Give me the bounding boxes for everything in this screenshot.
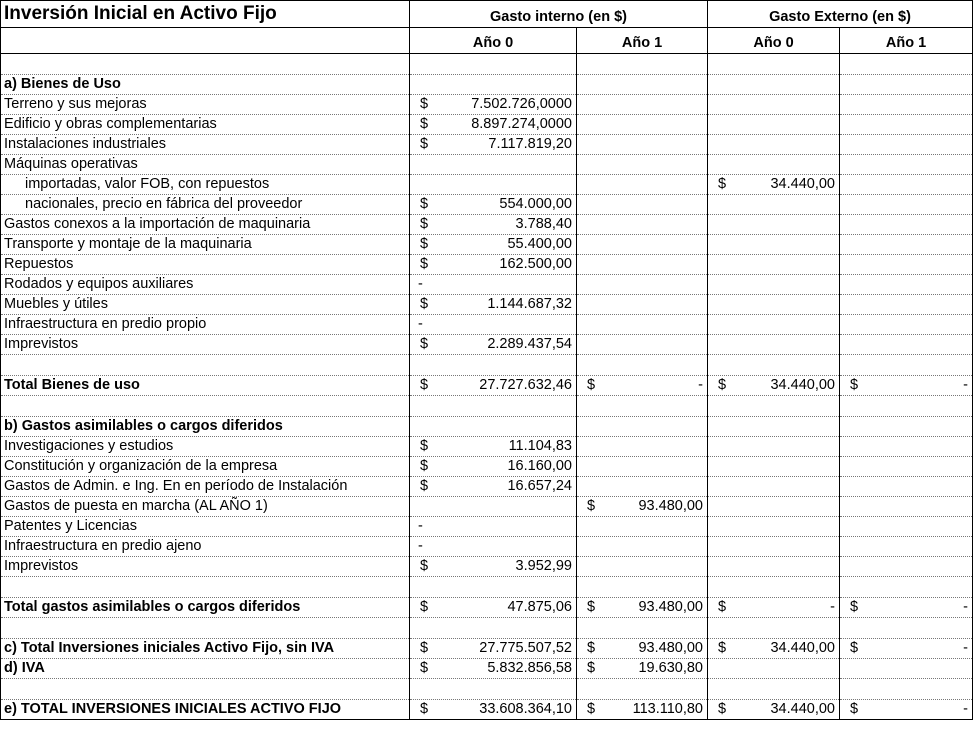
value-cell-int0[interactable] [410, 215, 577, 235]
currency-symbol: $ [420, 236, 429, 252]
cell[interactable] [410, 355, 577, 376]
currency-symbol: $ [420, 438, 429, 454]
label-cell[interactable]: Rodados y equipos auxiliares [1, 275, 410, 295]
value-cell-int0[interactable] [410, 295, 577, 315]
cell[interactable] [577, 437, 708, 457]
cell[interactable] [708, 577, 840, 598]
table-row [1, 215, 973, 235]
label-cell[interactable]: Imprevistos [1, 335, 410, 355]
cell[interactable] [577, 54, 708, 75]
amount: 47.875,06 [507, 599, 572, 615]
cell[interactable] [840, 155, 973, 175]
total-row-e [1, 700, 973, 720]
cell[interactable] [840, 679, 973, 700]
value-cell-int0[interactable] [410, 659, 577, 679]
amount: 34.440,00 [770, 640, 835, 656]
dash: - [963, 701, 968, 717]
cell[interactable] [410, 577, 577, 598]
cell[interactable] [840, 537, 973, 557]
table-row [1, 95, 973, 115]
amount: 93.480,00 [638, 599, 703, 615]
cell[interactable] [708, 457, 840, 477]
cell[interactable] [577, 335, 708, 355]
cell[interactable] [708, 335, 840, 355]
cell[interactable] [840, 497, 973, 517]
amount: 34.440,00 [770, 176, 835, 192]
cell[interactable] [1, 396, 410, 417]
cell[interactable] [840, 115, 973, 135]
currency-symbol: $ [420, 558, 429, 574]
blank-row [1, 54, 973, 75]
table-row [1, 537, 973, 557]
currency-symbol: $ [420, 599, 429, 615]
table-row [1, 195, 973, 215]
gasto-externo-header[interactable]: Gasto Externo (en $) [708, 1, 973, 28]
cell[interactable] [708, 497, 840, 517]
value-cell-int0[interactable] [410, 115, 577, 135]
label-cell[interactable]: Total gastos asimilables o cargos diferidos [1, 598, 410, 618]
value-cell-int1[interactable] [577, 700, 708, 720]
cell[interactable] [577, 295, 708, 315]
currency-symbol: $ [420, 377, 429, 393]
section-header-bienes [1, 75, 973, 95]
year0-externo-header[interactable]: Año 0 [708, 28, 840, 54]
blank-row [1, 618, 973, 639]
cell[interactable] [577, 135, 708, 155]
cell[interactable] [840, 195, 973, 215]
amount: 7.502.726,0000 [471, 96, 572, 112]
cell[interactable] [577, 175, 708, 195]
amount: 34.440,00 [770, 377, 835, 393]
value-cell-int0[interactable] [410, 376, 577, 396]
currency-symbol: $ [420, 216, 429, 232]
cell[interactable] [577, 235, 708, 255]
cell[interactable] [708, 275, 840, 295]
cell[interactable] [577, 477, 708, 497]
amount: 27.727.632,46 [479, 377, 572, 393]
cell[interactable] [577, 155, 708, 175]
cell[interactable] [840, 315, 973, 335]
value-cell-int0[interactable] [410, 598, 577, 618]
label-cell[interactable]: Gastos de Admin. e Ing. En en período de Instalación [1, 477, 410, 497]
amount: 55.400,00 [507, 236, 572, 252]
value-cell-int0[interactable] [410, 235, 577, 255]
cell[interactable] [1, 679, 410, 700]
currency-symbol: $ [587, 377, 596, 393]
cell[interactable] [410, 497, 577, 517]
currency-symbol: $ [587, 640, 596, 656]
cell[interactable] [840, 215, 973, 235]
label-cell[interactable]: Terreno y sus mejoras [1, 95, 410, 115]
label-cell[interactable]: Muebles y útiles [1, 295, 410, 315]
cell[interactable] [410, 679, 577, 700]
label-cell[interactable]: Infraestructura en predio ajeno [1, 537, 410, 557]
label-cell[interactable]: Investigaciones y estudios [1, 437, 410, 457]
cell[interactable] [577, 417, 708, 437]
value-cell-ext0[interactable] [708, 639, 840, 659]
value-cell-int1[interactable] [577, 639, 708, 659]
cell[interactable] [708, 215, 840, 235]
blank-row [1, 577, 973, 598]
currency-symbol: $ [850, 640, 859, 656]
cell[interactable] [577, 255, 708, 275]
cell[interactable] [840, 396, 973, 417]
cell[interactable] [708, 155, 840, 175]
label-cell[interactable]: Instalaciones industriales [1, 135, 410, 155]
dash: - [963, 377, 968, 393]
value-cell-int1[interactable] [577, 659, 708, 679]
currency-symbol: $ [420, 196, 429, 212]
year0-interno-header[interactable]: Año 0 [410, 28, 577, 54]
cell[interactable] [577, 537, 708, 557]
label-cell[interactable]: importadas, valor FOB, con repuestos [1, 175, 410, 195]
cell[interactable] [840, 477, 973, 497]
currency-symbol: $ [587, 701, 596, 717]
value-cell-ext0[interactable] [708, 598, 840, 618]
cell[interactable] [840, 135, 973, 155]
total-row-gastos [1, 598, 973, 618]
currency-symbol: $ [587, 599, 596, 615]
table-row [1, 135, 973, 155]
value-cell-ext1[interactable] [840, 700, 973, 720]
currency-symbol: $ [718, 377, 727, 393]
table-row [1, 295, 973, 315]
blank-row [1, 355, 973, 376]
cell[interactable] [840, 557, 973, 577]
cell[interactable] [410, 175, 577, 195]
cell[interactable] [1, 618, 410, 639]
cell[interactable] [708, 75, 840, 95]
cell[interactable] [1, 54, 410, 75]
cell[interactable] [1, 355, 410, 376]
value-cell-int1[interactable] [577, 598, 708, 618]
currency-symbol: $ [587, 498, 596, 514]
dash: - [963, 640, 968, 656]
header-row-years [1, 28, 973, 54]
cell[interactable] [410, 618, 577, 639]
cell[interactable] [708, 417, 840, 437]
cell[interactable] [577, 457, 708, 477]
currency-symbol: $ [718, 640, 727, 656]
value-cell-int0[interactable] [410, 457, 577, 477]
table-row [1, 155, 973, 175]
total-row-bienes [1, 376, 973, 396]
table-row [1, 437, 973, 457]
table-row [1, 235, 973, 255]
amount: 27.775.507,52 [479, 640, 572, 656]
blank-row [1, 679, 973, 700]
label-cell[interactable]: Infraestructura en predio propio [1, 315, 410, 335]
cell[interactable] [577, 577, 708, 598]
currency-symbol: $ [420, 701, 429, 717]
cell[interactable] [577, 75, 708, 95]
cell[interactable] [410, 417, 577, 437]
cell[interactable] [840, 95, 973, 115]
cell[interactable] [410, 54, 577, 75]
cell[interactable] [577, 195, 708, 215]
amount: 3.788,40 [515, 216, 572, 232]
section-header-gastos [1, 417, 973, 437]
cell[interactable] [840, 457, 973, 477]
cell[interactable] [840, 517, 973, 537]
cell[interactable] [577, 215, 708, 235]
table-row [1, 115, 973, 135]
label-cell[interactable]: Repuestos [1, 255, 410, 275]
year1-interno-header[interactable]: Año 1 [577, 28, 708, 54]
table-row [1, 275, 973, 295]
label-cell[interactable]: d) IVA [1, 659, 410, 679]
blank-row [1, 396, 973, 417]
label-cell[interactable]: b) Gastos asimilables o cargos diferidos [1, 417, 410, 437]
dash: - [963, 599, 968, 615]
amount: 3.952,99 [515, 558, 572, 574]
cell[interactable] [1, 577, 410, 598]
label-cell[interactable]: Edificio y obras complementarias [1, 115, 410, 135]
table-row [1, 497, 973, 517]
currency-symbol: $ [420, 116, 429, 132]
cell[interactable] [840, 175, 973, 195]
amount: 93.480,00 [638, 640, 703, 656]
cell[interactable] [708, 295, 840, 315]
cell[interactable] [577, 95, 708, 115]
value-cell-ext0[interactable] [708, 376, 840, 396]
label-cell[interactable]: e) TOTAL INVERSIONES INICIALES ACTIVO FIJO [1, 700, 410, 720]
label-cell[interactable]: Transporte y montaje de la maquinaria [1, 235, 410, 255]
cell[interactable] [410, 155, 577, 175]
table-row [1, 517, 973, 537]
amount: 113.110,80 [632, 701, 703, 717]
value-cell-ext1[interactable] [840, 639, 973, 659]
cell[interactable] [577, 618, 708, 639]
label-cell[interactable]: Gastos conexos a la importación de maquinaria [1, 215, 410, 235]
amount: 16.160,00 [507, 458, 572, 474]
amount: 1.144.687,32 [487, 296, 572, 312]
value-cell-ext0[interactable] [708, 700, 840, 720]
amount: 554.000,00 [499, 196, 572, 212]
currency-symbol: $ [420, 256, 429, 272]
cell[interactable] [708, 437, 840, 457]
cell[interactable] [708, 477, 840, 497]
table-row [1, 557, 973, 577]
value-cell-int1[interactable] [577, 376, 708, 396]
iva-row [1, 659, 973, 679]
value-cell-int0[interactable] [410, 255, 577, 275]
cell[interactable] [708, 255, 840, 275]
label-cell[interactable]: Total Bienes de uso [1, 376, 410, 396]
amount: 11.104,83 [508, 438, 572, 454]
dash-cell[interactable]: - [410, 517, 577, 537]
cell[interactable] [577, 517, 708, 537]
cell[interactable] [708, 618, 840, 639]
value-cell-int0[interactable] [410, 335, 577, 355]
value-cell-ext0[interactable] [708, 175, 840, 195]
cell[interactable] [708, 235, 840, 255]
label-cell[interactable]: Patentes y Licencias [1, 517, 410, 537]
dash: - [698, 377, 703, 393]
cell[interactable] [1, 28, 410, 54]
cell[interactable] [410, 396, 577, 417]
amount: 16.657,24 [507, 478, 572, 494]
value-cell-int0[interactable] [410, 477, 577, 497]
cell[interactable] [840, 275, 973, 295]
cell[interactable] [708, 679, 840, 700]
cell[interactable] [577, 557, 708, 577]
cell[interactable] [410, 75, 577, 95]
cell[interactable] [708, 95, 840, 115]
currency-symbol: $ [850, 701, 859, 717]
table-row [1, 335, 973, 355]
cell[interactable] [708, 54, 840, 75]
value-cell-int0[interactable] [410, 135, 577, 155]
value-cell-int1[interactable] [577, 497, 708, 517]
cell[interactable] [840, 54, 973, 75]
cell[interactable] [840, 659, 973, 679]
currency-symbol: $ [587, 660, 596, 676]
currency-symbol: $ [718, 599, 727, 615]
cell[interactable] [840, 295, 973, 315]
currency-symbol: $ [420, 296, 429, 312]
currency-symbol: $ [718, 176, 727, 192]
amount: 2.289.437,54 [487, 336, 572, 352]
cell[interactable] [577, 275, 708, 295]
table-row [1, 315, 973, 335]
amount: 19.630,80 [638, 660, 703, 676]
cell[interactable] [840, 335, 973, 355]
amount: 34.440,00 [770, 701, 835, 717]
currency-symbol: $ [850, 377, 859, 393]
label-cell[interactable]: Gastos de puesta en marcha (AL AÑO 1) [1, 497, 410, 517]
cell[interactable] [708, 557, 840, 577]
table-row [1, 477, 973, 497]
amount: 33.608.364,10 [479, 701, 572, 717]
value-cell-int0[interactable] [410, 557, 577, 577]
cell[interactable] [840, 235, 973, 255]
currency-symbol: $ [420, 660, 429, 676]
currency-symbol: $ [420, 478, 429, 494]
sheet-title[interactable]: Inversión Inicial en Activo Fijo [1, 1, 410, 28]
amount: 7.117.819,20 [488, 136, 572, 152]
amount: 8.897.274,0000 [471, 116, 572, 132]
dash-cell[interactable]: - [410, 275, 577, 295]
cell[interactable] [577, 679, 708, 700]
amount: 162.500,00 [499, 256, 572, 272]
dash-cell[interactable]: - [410, 537, 577, 557]
label-cell[interactable]: nacionales, precio en fábrica del proveedor [1, 195, 410, 215]
gasto-interno-header[interactable]: Gasto interno (en $) [410, 1, 708, 28]
table-row [1, 175, 973, 195]
cell[interactable] [577, 115, 708, 135]
amount: 93.480,00 [638, 498, 703, 514]
cell[interactable] [708, 537, 840, 557]
cell[interactable] [708, 396, 840, 417]
label-cell[interactable]: a) Bienes de Uso [1, 75, 410, 95]
label-cell[interactable]: Máquinas operativas [1, 155, 410, 175]
value-cell-int0[interactable] [410, 437, 577, 457]
table-row [1, 255, 973, 275]
amount: 5.832.856,58 [487, 660, 572, 676]
currency-symbol: $ [420, 640, 429, 656]
cell[interactable] [840, 417, 973, 437]
cell[interactable] [840, 618, 973, 639]
value-cell-ext1[interactable] [840, 376, 973, 396]
currency-symbol: $ [420, 336, 429, 352]
currency-symbol: $ [850, 599, 859, 615]
label-cell[interactable]: Constitución y organización de la empresa [1, 457, 410, 477]
header-row-title [1, 1, 973, 28]
cell[interactable] [708, 315, 840, 335]
table-row [1, 457, 973, 477]
cell[interactable] [840, 355, 973, 376]
cell[interactable] [577, 396, 708, 417]
cell[interactable] [708, 135, 840, 155]
cell[interactable] [840, 437, 973, 457]
year1-externo-header[interactable]: Año 1 [840, 28, 973, 54]
dash-cell[interactable]: - [410, 315, 577, 335]
currency-symbol: $ [420, 136, 429, 152]
value-cell-int0[interactable] [410, 700, 577, 720]
currency-symbol: $ [420, 96, 429, 112]
label-cell[interactable]: Imprevistos [1, 557, 410, 577]
total-row-c [1, 639, 973, 659]
cell[interactable] [840, 255, 973, 275]
currency-symbol: $ [420, 458, 429, 474]
cell[interactable] [708, 659, 840, 679]
value-cell-int0[interactable] [410, 639, 577, 659]
dash: - [830, 599, 835, 615]
currency-symbol: $ [718, 701, 727, 717]
cell[interactable] [708, 115, 840, 135]
cell[interactable] [577, 315, 708, 335]
cell[interactable] [840, 75, 973, 95]
label-cell[interactable]: c) Total Inversiones iniciales Activo Fijo, sin IVA [1, 639, 410, 659]
cell[interactable] [577, 355, 708, 376]
cell[interactable] [708, 517, 840, 537]
value-cell-int0[interactable] [410, 95, 577, 115]
cell[interactable] [708, 355, 840, 376]
cell[interactable] [840, 577, 973, 598]
cell[interactable] [708, 195, 840, 215]
value-cell-ext1[interactable] [840, 598, 973, 618]
value-cell-int0[interactable] [410, 195, 577, 215]
